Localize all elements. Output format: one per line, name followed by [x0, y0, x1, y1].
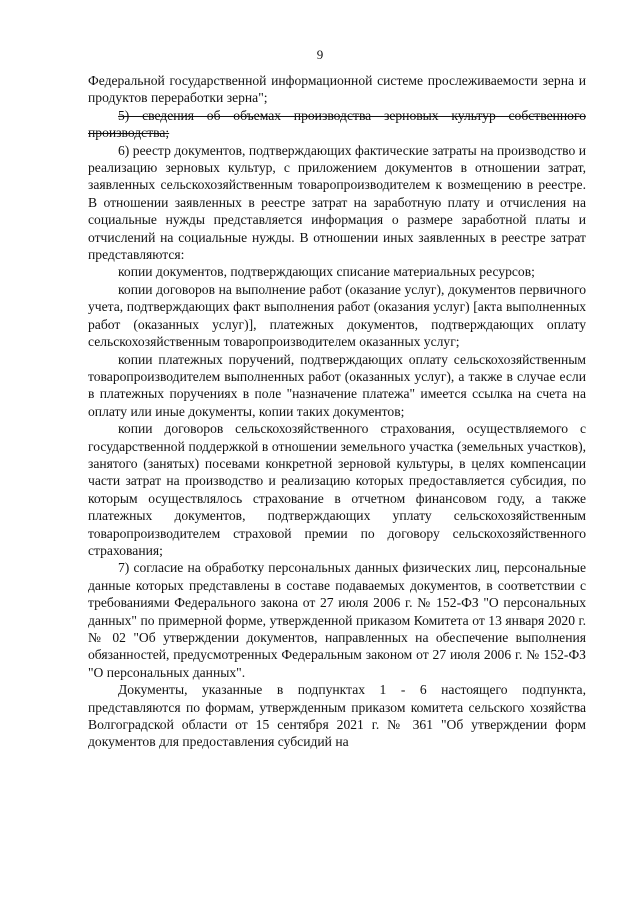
paragraph-service-contracts: копии договоров на выполнение работ (оказание услуг), документов первичного учета, подтверждающих факт выполнения работ (оказания услуг) [акта выполненных работ (оказанных услуг)], платежных документов, подтверждающих оплату сельскохозяйственным товаропроизводителем оказанных услуг;	[88, 281, 586, 350]
page-number: 9	[316, 47, 324, 62]
paragraph-item-7: 7) согласие на обработку персональных данных физических лиц, персональные данные которых представлены в составе подаваемых документов, в соответствии с требованиями Федерального закона от 27 июля 2006 г. № 152-ФЗ "О персональных данных" по примерной форме, утвержденной приказом Комитета от 13 января 2020 г. № 02 "Об утверждении документов, направленных на обеспечение выполнения обязанностей, предусмотренных Федеральным законом от 27 июля 2006 г. № 152-ФЗ "О персональных данных".	[88, 560, 586, 680]
document-body	[88, 72, 586, 751]
paragraph-forms-note: Документы, указанные в подпунктах 1 - 6 настоящего подпункта, представляются по формам, утвержденным приказом комитета сельского хозяйства Волгоградской области от 15 сентября 2021 г. № 361 "Об утверждении форм документов для предоставления субсидий на	[88, 682, 586, 750]
paragraph-material-resources: копии документов, подтверждающих списание материальных ресурсов;	[118, 264, 535, 280]
paragraph-item-5-struck: 5) сведения об объемах производства зерновых культур собственного производства;	[88, 107, 586, 141]
paragraph-continuation: Федеральной государственной информационной системе прослеживаемости зерна и продуктов переработки зерна";	[88, 73, 586, 106]
paragraph-item-6: 6) реестр документов, подтверждающих фактические затраты на производство и реализацию зерновых культур, с приложением документов в отношении затрат, заявленных сельскохозяйственным товаропроизводителем к возмещению в реестре. В отношении заявленных в реестре затрат на заработную плату и отчисления на социальные нужды представляется информация о размере заработной платы и отчислений на социальные нужды. В отношении иных заявленных в реестре затрат представляются:	[88, 142, 586, 263]
paragraph-payment-orders: копии платежных поручений, подтверждающих оплату сельскохозяйственным товаропроизводителем выполненных работ (оказанных услуг), а также в случае если в платежных поручениях в поле "назначение платежа" имеется ссылка на счета на оплату или иные документы, копии таких документов;	[88, 351, 586, 419]
paragraph-insurance-contracts: копии договоров сельскохозяйственного страхования, осуществляемого с государственной поддержкой в отношении земельного участка (земельных участков), занятого (занятых) посевами конкретной зерновой культуры, в целях компенсации части затрат на производство и реализацию которых предоставляется субсидия, по которым осуществлялось страхование в отчетном финансовом году, а также платежных документов, подтверждающих уплату сельскохозяйственным товаропроизводителем страховой премии по договору сельскохозяйственного страхования;	[88, 421, 586, 558]
